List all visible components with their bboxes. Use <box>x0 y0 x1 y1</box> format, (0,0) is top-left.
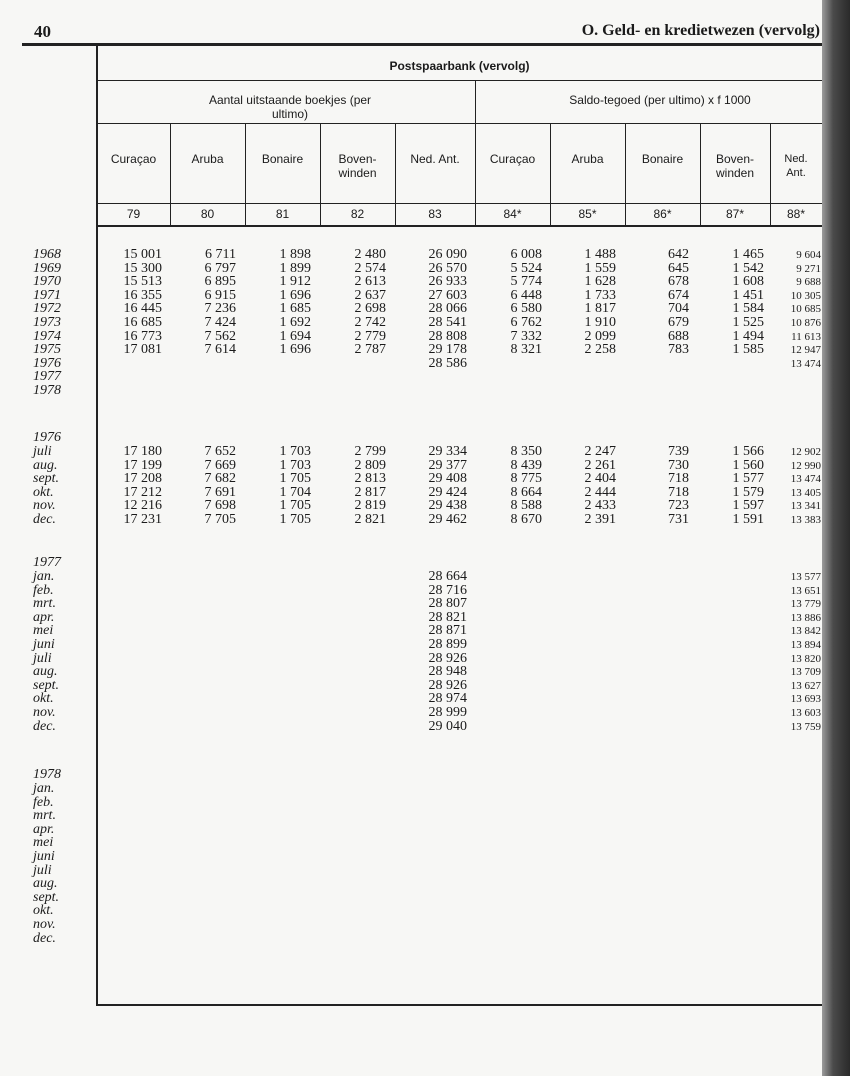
column-number: 87* <box>725 207 745 221</box>
row-label: mrt. <box>33 808 56 824</box>
column-divider <box>395 124 396 227</box>
row-label: nov. <box>33 705 56 720</box>
table-cell: 6 448 <box>510 287 542 303</box>
column-header: Curaçao <box>489 152 536 166</box>
table-cell: 1 733 <box>584 287 616 303</box>
row-label: 1969 <box>33 260 61 276</box>
column-header: Bonaire <box>261 152 304 166</box>
table-cell: 1 608 <box>732 274 764 290</box>
table-cell: 12 990 <box>790 459 821 472</box>
row-label: juni <box>33 849 55 864</box>
table-cell: 6 762 <box>510 315 542 330</box>
row-label: dec. <box>33 930 56 946</box>
row-label: 1974 <box>33 328 61 344</box>
row-label: juli <box>33 650 52 666</box>
table-cell: 10 876 <box>790 317 821 329</box>
table-cell: 1 465 <box>732 247 764 262</box>
table-cell: 1 817 <box>584 301 616 317</box>
table-cell: 731 <box>668 512 689 527</box>
row-label: sept. <box>33 677 60 693</box>
group-header-booklets: Aantal uitstaande boekjes (per ultimo) <box>208 93 372 121</box>
table-cell: 13 894 <box>790 639 821 651</box>
table-cell: 645 <box>668 260 689 276</box>
table-cell: 16 773 <box>123 328 162 344</box>
table-cell: 2 404 <box>584 471 616 487</box>
table-cell: 7 682 <box>204 471 236 487</box>
table-cell: 13 709 <box>790 666 821 679</box>
table-cell: 2 099 <box>584 328 616 344</box>
table-cell: 29 334 <box>428 444 467 459</box>
table-cell: 27 603 <box>428 287 467 303</box>
table-cell: 29 462 <box>428 512 467 527</box>
table-cell: 1 494 <box>732 328 764 344</box>
row-label: 1977 <box>33 369 61 385</box>
table-cell: 2 258 <box>584 342 616 358</box>
table-cell: 1 577 <box>732 471 764 487</box>
table-cell: 12 902 <box>790 446 821 458</box>
table-cell: 16 355 <box>123 287 162 303</box>
row-label: aug. <box>33 664 58 680</box>
table-cell: 28 541 <box>428 315 467 330</box>
table-cell: 6 797 <box>204 260 236 276</box>
table-cell: 16 445 <box>123 301 162 317</box>
table-cell: 2 637 <box>354 287 386 303</box>
table-cell: 28 999 <box>428 705 467 720</box>
page-edge-shadow <box>822 0 850 1076</box>
table-cell: 1 597 <box>732 498 764 514</box>
row-label: 1978 <box>33 767 61 782</box>
row-label: jan. <box>33 781 55 796</box>
table-cell: 1 488 <box>584 247 616 262</box>
table-cell: 1 705 <box>279 498 311 514</box>
row-label: juli <box>33 444 52 459</box>
row-label: 1976 <box>33 430 61 445</box>
table-cell: 10 305 <box>790 289 821 302</box>
page-number: 40 <box>34 22 51 41</box>
table-cell: 28 948 <box>428 664 467 680</box>
row-label: 1978 <box>33 383 61 398</box>
table-cell: 28 926 <box>428 650 467 666</box>
table-cell: 6 580 <box>510 301 542 317</box>
table-cell: 1 566 <box>732 444 764 459</box>
row-label: 1973 <box>33 315 61 330</box>
table-cell: 13 577 <box>790 571 821 583</box>
table-cell: 2 444 <box>584 484 616 500</box>
table-cell: 16 685 <box>123 315 162 330</box>
table-cell: 2 787 <box>354 342 386 358</box>
column-number: 86* <box>653 207 672 221</box>
table-cell: 1 705 <box>279 471 311 487</box>
table-cell: 15 300 <box>123 260 162 276</box>
table-cell: 6 895 <box>204 274 236 290</box>
table-cell: 29 438 <box>428 498 467 514</box>
table-cell: 11 613 <box>791 330 821 343</box>
table-cell: 1 591 <box>732 512 764 527</box>
table-cell: 1 696 <box>279 287 311 303</box>
table-cell: 13 341 <box>790 500 821 513</box>
row-label: okt. <box>33 903 54 919</box>
colnum-rule <box>97 225 822 227</box>
header-rule <box>22 43 822 46</box>
table-cell: 718 <box>668 484 689 500</box>
row-label: feb. <box>33 794 54 810</box>
table-cell: 13 474 <box>790 357 821 370</box>
table-cell: 2 433 <box>584 498 616 514</box>
table-cell: 29 424 <box>428 484 467 500</box>
table-cell: 29 178 <box>428 342 467 358</box>
table-cell: 1 696 <box>279 342 311 358</box>
table-title: Postspaarbank (vervolg) <box>389 59 530 73</box>
row-label: feb. <box>33 582 54 598</box>
column-number: 83 <box>428 207 442 221</box>
column-header: Boven- winden <box>338 152 377 180</box>
table-cell: 8 775 <box>510 471 542 487</box>
table-cell: 739 <box>668 444 689 459</box>
row-label: 1970 <box>33 274 61 290</box>
column-divider <box>625 124 626 227</box>
table-cell: 13 842 <box>790 625 821 638</box>
table-cell: 6 711 <box>205 247 236 262</box>
table-cell: 6 008 <box>510 247 542 262</box>
table-cell: 17 212 <box>123 484 162 500</box>
row-label: 1972 <box>33 301 61 317</box>
table-cell: 13 627 <box>790 679 821 692</box>
table-cell: 2 261 <box>584 457 616 473</box>
column-divider <box>245 124 246 227</box>
table-cell: 7 652 <box>204 444 236 459</box>
table-cell: 1 584 <box>732 301 764 317</box>
table-cell: 7 669 <box>204 457 236 473</box>
table-cell: 7 698 <box>204 498 236 514</box>
table-cell: 7 562 <box>204 328 236 344</box>
row-label: mei <box>33 835 54 851</box>
table-cell: 28 586 <box>428 355 467 371</box>
row-label: okt. <box>33 691 54 707</box>
table-cell: 2 698 <box>354 301 386 317</box>
table-cell: 17 081 <box>123 342 162 358</box>
table-cell: 679 <box>668 315 689 330</box>
column-number: 85* <box>578 207 597 221</box>
table-cell: 5 524 <box>510 260 542 276</box>
table-cell: 28 821 <box>428 609 467 625</box>
table-cell: 10 685 <box>790 303 821 316</box>
table-cell: 7 332 <box>510 328 542 344</box>
table-cell: 9 271 <box>796 262 821 275</box>
table-cell: 2 391 <box>584 512 616 527</box>
column-divider <box>550 124 551 227</box>
table-cell: 8 664 <box>510 484 542 500</box>
row-label: okt. <box>33 484 54 500</box>
table-cell: 29 377 <box>428 457 467 473</box>
table-cell: 1 628 <box>584 274 616 290</box>
row-label: nov. <box>33 917 56 932</box>
row-label: juli <box>33 862 52 878</box>
row-label: mrt. <box>33 596 56 612</box>
table-cell: 2 799 <box>354 444 386 459</box>
table-cell: 678 <box>668 274 689 290</box>
table-cell: 1 525 <box>732 315 764 330</box>
table-cell: 2 819 <box>354 498 386 514</box>
table-cell: 17 231 <box>123 512 162 527</box>
running-header: O. Geld- en kredietwezen (vervolg) <box>581 22 820 39</box>
table-cell: 9 604 <box>796 249 821 261</box>
table-cell: 13 603 <box>790 707 821 719</box>
table-cell: 1 912 <box>279 274 311 290</box>
row-label: 1971 <box>33 287 61 303</box>
table-cell: 2 742 <box>354 315 386 330</box>
table-cell: 2 247 <box>584 444 616 459</box>
table-cell: 13 886 <box>790 611 821 624</box>
column-number: 80 <box>200 207 215 221</box>
table-cell: 26 090 <box>428 247 467 262</box>
table-cell: 6 915 <box>204 287 236 303</box>
column-header: Aruba <box>571 152 604 166</box>
stub-rule <box>96 46 98 1006</box>
table-cell: 2 779 <box>354 328 386 344</box>
table-cell: 718 <box>668 471 689 487</box>
row-label: sept. <box>33 889 60 905</box>
table-cell: 13 759 <box>790 720 821 733</box>
footer-rule <box>97 1004 822 1006</box>
table-cell: 28 926 <box>428 677 467 693</box>
row-label: mei <box>33 623 54 639</box>
table-cell: 7 691 <box>204 484 236 500</box>
table-cell: 8 439 <box>510 457 542 473</box>
column-divider <box>170 124 171 227</box>
row-label: dec. <box>33 718 56 734</box>
column-number: 88* <box>786 207 806 221</box>
table-cell: 2 813 <box>354 471 386 487</box>
row-label: sept. <box>33 471 60 487</box>
row-label: 1975 <box>33 342 61 358</box>
table-cell: 723 <box>668 498 689 514</box>
table-cell: 28 899 <box>428 637 467 652</box>
table-cell: 12 947 <box>790 344 821 357</box>
table-cell: 1 542 <box>732 260 764 276</box>
table-cell: 12 216 <box>123 498 162 514</box>
table-cell: 1 898 <box>279 247 311 262</box>
group-header-balance: Saldo-tegoed (per ultimo) x f 1000 <box>569 93 751 107</box>
table-cell: 1 560 <box>732 457 764 473</box>
table-cell: 13 405 <box>790 486 821 499</box>
table-cell: 783 <box>668 342 689 358</box>
column-header: Bonaire <box>641 152 684 166</box>
table-cell: 7 705 <box>204 512 236 527</box>
table-cell: 13 779 <box>790 598 821 611</box>
table-cell: 7 236 <box>204 301 236 317</box>
group-rule <box>97 123 822 124</box>
table-cell: 730 <box>668 457 689 473</box>
table-cell: 1 705 <box>279 512 311 527</box>
title-rule <box>97 80 822 81</box>
table-cell: 1 704 <box>279 484 311 500</box>
table-cell: 1 585 <box>732 342 764 358</box>
row-label: apr. <box>33 609 55 625</box>
table-cell: 1 692 <box>279 315 311 330</box>
column-header: Ned. Ant. <box>784 153 808 179</box>
table-cell: 688 <box>668 328 689 344</box>
table-cell: 28 807 <box>428 596 467 612</box>
column-number: 79 <box>126 207 141 221</box>
row-label: aug. <box>33 457 58 473</box>
colhead-rule <box>97 203 822 204</box>
table-cell: 2 574 <box>354 260 386 276</box>
table-cell: 8 588 <box>510 498 542 514</box>
table-cell: 13 820 <box>790 652 821 665</box>
table-cell: 13 383 <box>790 514 821 526</box>
row-label: 1968 <box>33 247 61 262</box>
table-cell: 15 513 <box>123 274 162 290</box>
table-cell: 9 688 <box>796 276 821 289</box>
row-label: dec. <box>33 512 56 527</box>
table-cell: 28 808 <box>428 328 467 344</box>
table-cell: 13 474 <box>790 473 821 486</box>
table-cell: 7 424 <box>204 315 236 330</box>
table-cell: 1 899 <box>279 260 311 276</box>
table-cell: 26 933 <box>428 274 467 290</box>
table-cell: 26 570 <box>428 260 467 276</box>
column-number: 82 <box>350 207 365 221</box>
table-cell: 1 579 <box>732 484 764 500</box>
row-label: 1977 <box>33 555 61 570</box>
column-header: Aruba <box>191 152 224 166</box>
row-label: apr. <box>33 821 55 837</box>
table-cell: 674 <box>668 287 689 303</box>
table-cell: 704 <box>668 301 689 317</box>
column-header: Curaçao <box>110 152 157 166</box>
column-header: Ned. Ant. <box>410 152 460 166</box>
column-number: 81 <box>275 207 290 221</box>
row-label: jan. <box>33 569 55 584</box>
table-cell: 8 350 <box>510 444 542 459</box>
row-label: 1976 <box>33 355 61 371</box>
table-cell: 1 685 <box>279 301 311 317</box>
table-cell: 13 693 <box>790 693 821 706</box>
table-cell: 1 694 <box>279 328 311 344</box>
table-cell: 28 716 <box>428 582 467 598</box>
table-cell: 1 703 <box>279 457 311 473</box>
table-cell: 8 321 <box>510 342 542 358</box>
table-cell: 28 664 <box>428 569 467 584</box>
column-header: Boven- winden <box>715 152 755 180</box>
table-cell: 13 651 <box>790 584 821 597</box>
table-cell: 1 451 <box>732 287 764 303</box>
table-cell: 5 774 <box>510 274 542 290</box>
table-cell: 2 613 <box>354 274 386 290</box>
table-cell: 2 480 <box>354 247 386 262</box>
table-cell: 8 670 <box>510 512 542 527</box>
table-cell: 2 809 <box>354 457 386 473</box>
table-cell: 7 614 <box>204 342 236 358</box>
column-number: 84* <box>503 207 522 221</box>
table-cell: 28 871 <box>428 623 467 639</box>
table-cell: 1 559 <box>584 260 616 276</box>
row-label: juni <box>33 637 55 652</box>
table-cell: 17 208 <box>123 471 162 487</box>
row-label: nov. <box>33 498 56 514</box>
table-cell: 642 <box>668 247 689 262</box>
table-cell: 28 974 <box>428 691 467 707</box>
table-cell: 1 910 <box>584 315 616 330</box>
row-label: aug. <box>33 876 58 892</box>
table-cell: 17 199 <box>123 457 162 473</box>
table-cell: 2 821 <box>354 512 386 527</box>
table-cell: 1 703 <box>279 444 311 459</box>
table-cell: 2 817 <box>354 484 386 500</box>
table-cell: 17 180 <box>123 444 162 459</box>
table-cell: 29 040 <box>428 718 467 734</box>
table-cell: 29 408 <box>428 471 467 487</box>
table-cell: 28 066 <box>428 301 467 317</box>
table-cell: 15 001 <box>123 247 162 262</box>
